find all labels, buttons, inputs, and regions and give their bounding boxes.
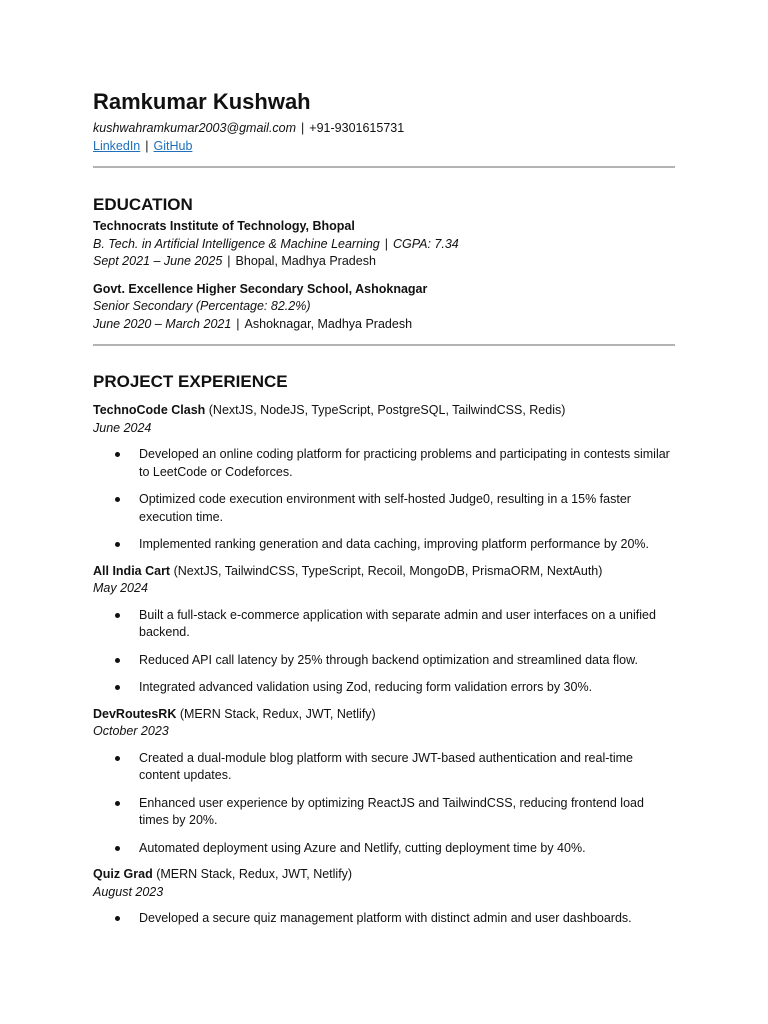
project-date: August 2023 [93,884,164,899]
education-heading: EDUCATION [93,195,193,214]
project-name: DevRoutesRK [93,706,177,721]
project-date: June 2024 [93,420,152,435]
linkedin-link[interactable]: LinkedIn [93,138,141,153]
location-text: Bhopal, Madhya Pradesh [235,254,376,268]
resume-header [93,88,675,168]
links-separator: | [145,138,149,153]
bullet-item [93,652,675,670]
bullet-text: Developed an online coding platform for practicing problems and participating in contests similar to LeetCode or Codeforces. [139,447,670,479]
bullet-text: Implemented ranking generation and data caching, improving platform performance by 20%. [139,537,650,551]
bullet-text: Reduced API call latency by 25% through backend optimization and streamlined data flow. [139,652,638,667]
project-name: TechnoCode Clash [93,403,206,417]
project-title-line [93,866,675,884]
project-stack: (NextJS, TailwindCSS, TypeScript, Recoil, MongoDB, PrismaORM, NextAuth) [173,563,603,578]
github-link[interactable]: GitHub [153,138,193,153]
project-name: Quiz Grad [93,867,153,881]
bullet-text: Optimized code execution environment with self-hosted Judge0, resulting in a 15% faster execution time. [139,492,631,524]
header-divider [93,166,675,168]
bullet-dot-icon [115,801,120,806]
education-divider [93,344,675,346]
bullet-item [93,446,675,481]
bullet-dot-icon [115,685,120,690]
degree-text: B. Tech. in Artificial Intelligence & Machine Learning [93,236,380,251]
project-entry [93,706,675,858]
bullet-dot-icon [115,542,120,547]
bullet-item [93,750,675,785]
project-bullets [93,910,675,928]
bullet-item [93,679,675,697]
project-title-line [93,563,675,581]
email-text: kushwahramkumar2003@gmail.com [93,121,297,135]
bullet-dot-icon [115,916,120,921]
bullet-dot-icon [115,613,120,618]
dates-location-line [93,316,675,334]
institution-name: Govt. Excellence Higher Secondary School, Ashoknagar [93,281,428,296]
bullet-dot-icon [115,756,120,761]
bullet-text: Created a dual-module blog platform with secure JWT-based authentication and real-time content updates. [139,750,634,782]
profile-links [93,138,675,156]
projects-heading: PROJECT EXPERIENCE [93,372,288,391]
dates-separator: | [236,316,240,331]
bullet-item [93,840,675,858]
bullet-text: Built a full-stack e-commerce application with separate admin and user interfaces on a unified backend. [139,607,656,639]
bullet-text: Automated deployment using Azure and Netlify, cutting deployment time by 40%. [139,840,586,855]
project-name: All India Cart [93,563,171,578]
dates-location-line [93,253,675,271]
location-text: Ashoknagar, Madhya Pradesh [244,316,413,331]
project-title-line [93,402,675,420]
degree-separator: | [384,236,388,251]
project-bullets [93,750,675,858]
project-entry [93,866,675,928]
bullet-item [93,536,675,554]
project-entry [93,563,675,697]
education-section [93,194,675,346]
bullet-item [93,910,675,928]
project-entry [93,402,675,554]
bullet-dot-icon [115,846,120,851]
bullet-dot-icon [115,497,120,502]
contact-separator: | [301,121,305,135]
phone-text: +91-9301615731 [309,121,405,135]
candidate-name: Ramkumar Kushwah [93,89,311,114]
bullet-item [93,491,675,526]
contact-line [93,120,675,138]
project-title-line [93,706,675,724]
bullet-item [93,607,675,642]
institution-name: Technocrats Institute of Technology, Bhopal [93,219,355,233]
project-stack: (MERN Stack, Redux, JWT, Netlify) [179,706,376,721]
grade-text: CGPA: 7.34 [392,236,459,251]
bullet-dot-icon [115,452,120,457]
education-entry [93,281,675,334]
bullet-item [93,795,675,830]
dates-separator: | [227,254,231,268]
project-date: October 2023 [93,724,169,738]
project-bullets [93,607,675,697]
bullet-text: Integrated advanced validation using Zod, reducing form validation errors by 30%. [139,680,593,694]
project-stack: (MERN Stack, Redux, JWT, Netlify) [156,867,353,881]
degree-line [93,236,675,254]
bullet-dot-icon [115,658,120,663]
degree-line: Senior Secondary (Percentage: 82.2%) [93,299,311,313]
project-bullets [93,446,675,554]
projects-section [93,371,675,928]
bullet-text: Developed a secure quiz management platform with distinct admin and user dashboards. [139,911,632,925]
education-entry [93,218,675,271]
project-date: May 2024 [93,581,148,595]
project-stack: (NextJS, NodeJS, TypeScript, PostgreSQL, TailwindCSS, Redis) [208,403,566,417]
bullet-text: Enhanced user experience by optimizing ReactJS and TailwindCSS, reducing frontend load times by 20%. [139,795,644,827]
dates-text: June 2020 – March 2021 [93,316,232,331]
dates-text: Sept 2021 – June 2025 [93,254,223,268]
